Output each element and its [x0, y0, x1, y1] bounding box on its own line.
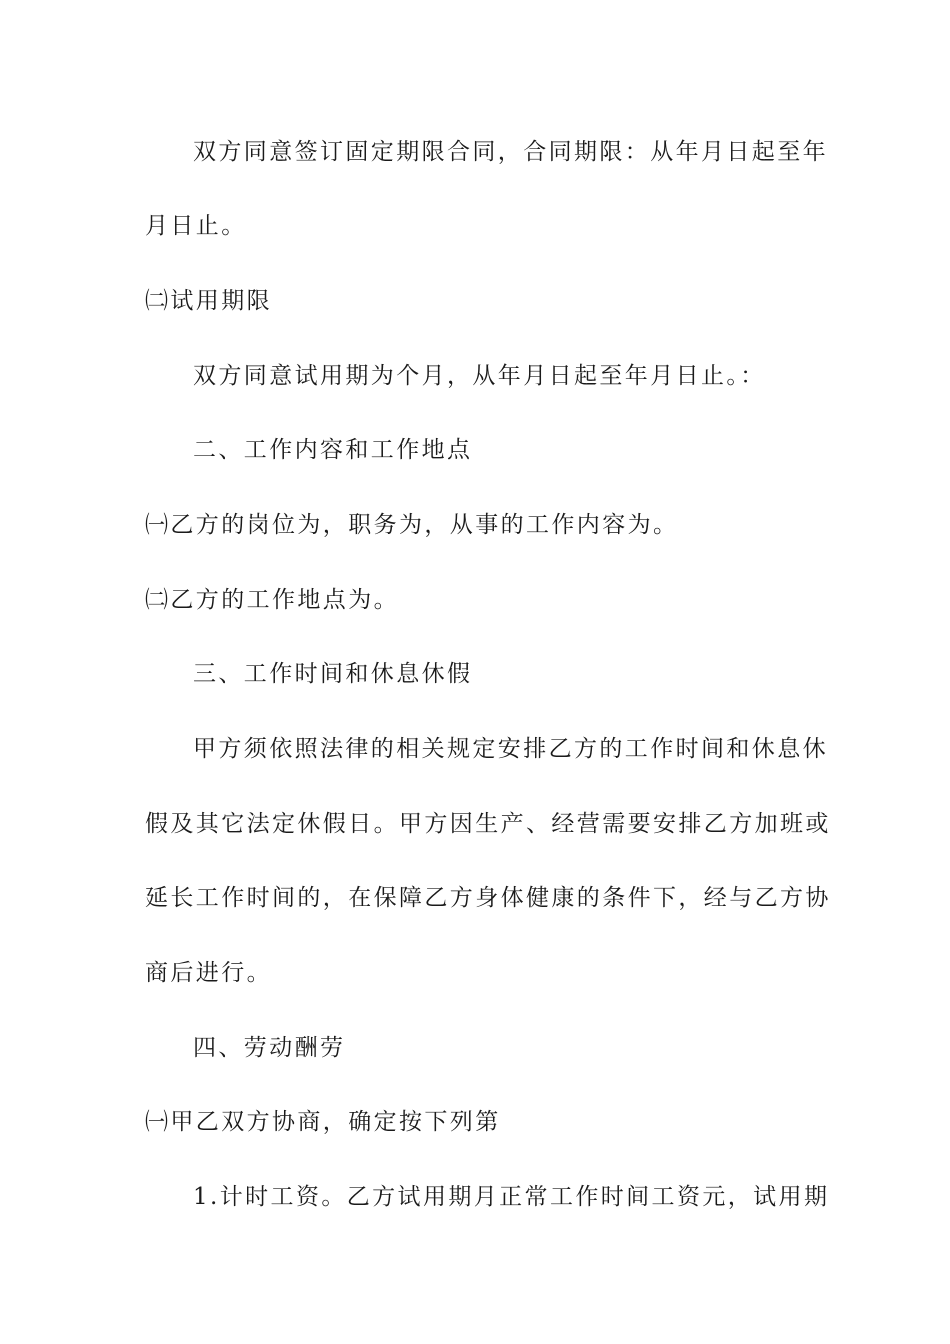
paragraph-contract-term: 双方同意签订固定期限合同，合同期限：从年月日起至年	[193, 139, 828, 165]
paragraph-work-hours: 甲方须依照法律的相关规定安排乙方的工作时间和休息休	[193, 736, 828, 762]
paragraph-position: ㈠乙方的岗位为，职务为，从事的工作内容为。	[145, 512, 679, 538]
paragraph-probation: 双方同意试用期为个月，从年月日起至年月日止。：	[193, 363, 766, 389]
subheading-probation-period: ㈡试用期限	[145, 288, 272, 314]
paragraph-work-location: ㈡乙方的工作地点为。	[145, 587, 399, 613]
paragraph-hourly-wage: 1.计时工资。乙方试用期月正常工作时间工资元，试用期	[193, 1184, 830, 1210]
paragraph-remuneration-method: ㈠甲乙双方协商，确定按下列第	[145, 1109, 501, 1135]
paragraph-work-hours-cont-1: 假及其它法定休假日。甲方因生产、经营需要安排乙方加班或	[145, 811, 831, 837]
section-heading-work-content: 二、工作内容和工作地点	[193, 437, 473, 463]
paragraph-work-hours-cont-3: 商后进行。	[145, 960, 272, 986]
section-heading-work-hours: 三、工作时间和休息休假	[193, 661, 473, 687]
paragraph-contract-term-cont: 月日止。	[145, 213, 247, 239]
section-heading-remuneration: 四、劳动酬劳	[193, 1035, 346, 1061]
paragraph-work-hours-cont-2: 延长工作时间的，在保障乙方身体健康的条件下，经与乙方协	[145, 885, 831, 911]
